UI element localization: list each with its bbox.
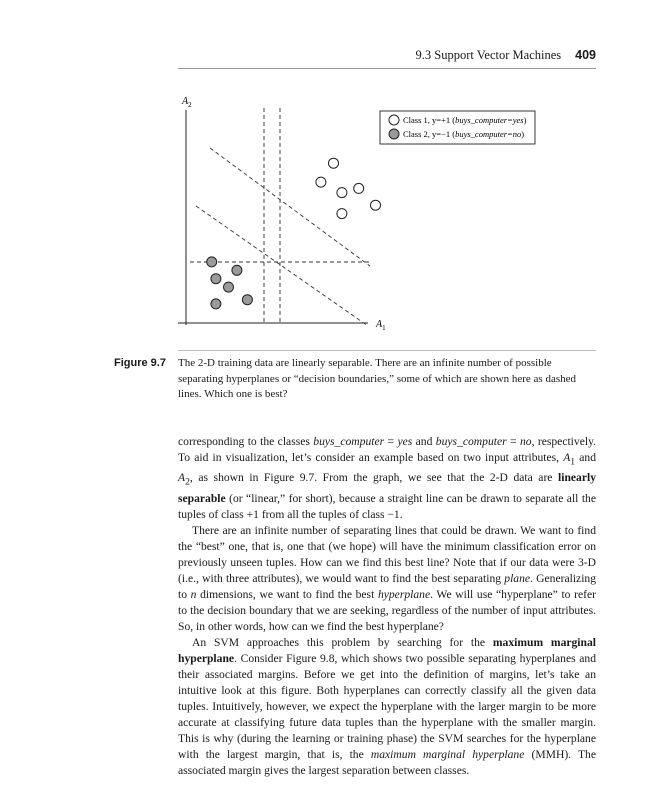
class1-point [354,183,364,193]
caption-label: Figure 9.7 [114,357,166,369]
figure-9-7 [0,0,648,350]
caption-rule [178,350,596,351]
class1-point [371,200,381,210]
section-title: 9.3 Support Vector Machines [415,48,562,62]
legend-class1-label: Class 1, y=+1 (buys_computer=yes) [403,115,527,125]
class1-point [329,158,339,168]
class2-point [211,274,221,284]
body-text [178,434,596,779]
page-number: 409 [575,48,596,62]
class1-point [337,188,347,198]
caption-text: The 2-D training data are linearly separable. There are an infinite number of possible separating hyperplanes or “decision boundaries,” some of which are shown here as dashed lines. Which one is best? [178,357,577,400]
paragraph: There are an infinite number of separating lines that could be drawn. We want to find the “best” one, that is, one that (we hope) will have the minimum classification error on previously unseen tuples. How can we find this best line? Note that if our data were 3-D (i.e., with three attributes), we would want to find the best separating plane. Generalizing to n dimensions, we want to find the best hyperplane. We will use “hyperplane” to refer to the decision boundary that we are seeking, regardless of the number of input attributes. So, in other words, how can we find the best hyperplane? [178,523,597,633]
class1-point [337,209,347,219]
dashed-hyperplane [196,206,368,326]
class2-point [207,257,217,267]
legend-class2-label: Class 2, y=−1 (buys_computer=no) [403,129,525,139]
data-points [207,158,381,309]
class2-point [224,282,234,292]
class1-point [316,177,326,187]
legend-class1-marker [389,115,399,125]
x-axis-label: $A_1$ [376,319,386,332]
paragraph: An SVM approaches this problem by searching for the maximum marginal hyperplane. Consider Figure 9.8, which shows two possible separating hyperplanes and their associated margins. Before we get into the definition of margins, let’s take an intuitive look at this figure. Both hyperplanes can correctly classify all the given data tuples. Intuitively, however, we expect the hyperplane with the larger margin to be more accurate at classifying future data tuples than the hyperplane with the smaller margin. This is why (during the learning or training phase) the SVM searches for the hyperplane with the largest margin, that is, the maximum marginal hyperplane (MMH). The associated margin gives the largest separation between classes. [178,635,596,777]
class2-point [211,299,221,309]
paragraph: corresponding to the classes buys_computer = yes and buys_computer = no, respectively. To aid in visualization, let’s consider an example based on two input attributes, $A_1$ and $A_2$, as shown in Figure 9.7. From the graph, we see that the 2-D data are linearly separable (or “linear,” for short), because a straight line can be drawn to separate all the tuples of class +1 from all the tuples of class −1. [178,435,597,521]
y-axis-label: $A_2$ [182,96,192,109]
figure-caption [114,356,596,403]
class2-point [242,295,252,305]
class2-point [232,265,242,275]
dashed-hyperplane [210,148,370,266]
legend-class2-marker [389,129,399,139]
